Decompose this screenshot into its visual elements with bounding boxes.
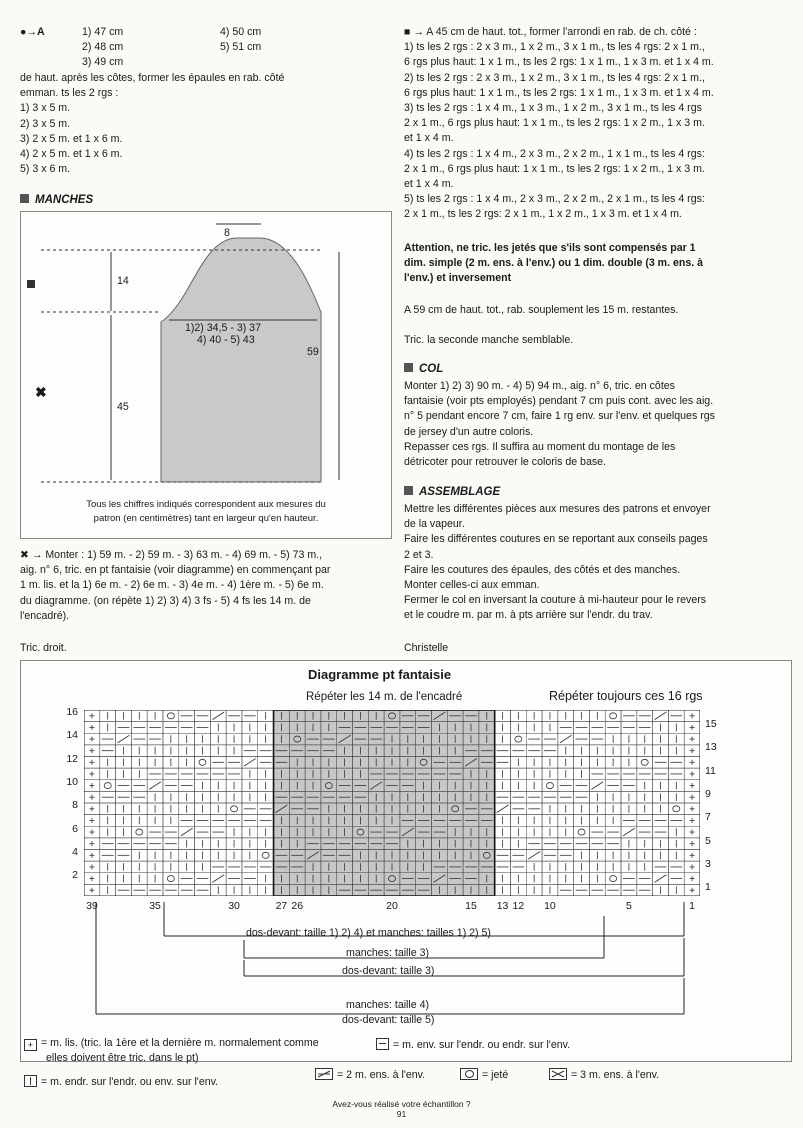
- stitch-number: 1: [689, 900, 696, 912]
- decrease-symbol: [591, 782, 603, 790]
- row-label-left: 14: [66, 729, 78, 742]
- legend-plus: [24, 1036, 384, 1066]
- jete-key-icon: [460, 1068, 478, 1080]
- monter-line-2: aig. n° 6, tric. en pt fantaisie (voir diagramme) en commençant par: [20, 564, 331, 577]
- size-5: 5) 51 cm: [220, 41, 262, 53]
- stitch-cell: [131, 826, 147, 838]
- bracket-label-4: manches: taille 4): [346, 999, 430, 1011]
- stitch-number: 20: [386, 900, 398, 912]
- size-3: 3) 49 cm: [82, 56, 124, 68]
- cross-icon: ✖: [35, 384, 47, 400]
- size-2: 2) 48 cm: [82, 41, 124, 53]
- shoulder-3: 3) 2 x 5 m. et 1 x 6 m.: [20, 132, 123, 145]
- legend-plus-text: = m. lis. (tric. la 1ère et la dernière m. normalement comme: [41, 1037, 319, 1049]
- stitch-cell: [163, 710, 179, 722]
- col-line-6: détricoter pour retrouver le coloris de base.: [404, 456, 606, 469]
- diagram-title: Diagramme pt fantaisie: [308, 667, 452, 682]
- decrease-symbol: [212, 875, 224, 883]
- size-4: 4) 50 cm: [220, 26, 262, 38]
- stitch-number: 12: [512, 900, 525, 912]
- decrease-symbol: [528, 852, 540, 860]
- row-label-right: 5: [705, 834, 711, 847]
- stitch-cell: [637, 757, 653, 769]
- yarn-over-symbol: [641, 759, 648, 765]
- row-label-left: 6: [72, 822, 78, 835]
- monter-line-1: ✖ → Monter : 1) 59 m. - 2) 59 m. - 3) 63 m. - 4) 69 m. - 5) 73 m.,: [20, 549, 323, 561]
- dim-59-label: 59: [307, 346, 319, 358]
- col-line-3: n° 5 pendant encore 7 cm, faire 1 rg env. sur l'env. et quelques rgs: [404, 410, 715, 423]
- assemblage-line-6: Monter celles-ci aux emman.: [404, 579, 540, 592]
- decrease-symbol: [149, 782, 161, 790]
- seconde-line: Tric. la seconde manche semblable.: [404, 334, 574, 346]
- decrease-symbol: [655, 712, 667, 720]
- legend-dim2-text: = 2 m. ens. à l'env.: [337, 1069, 426, 1081]
- row-label-right: 15: [705, 718, 717, 730]
- monter-line-3: 1 m. lis. et la 1) 6e m. - 2) 6e m. - 3) 4e m. - 4) 1ère m. - 5) 6e m.: [20, 579, 324, 592]
- yarn-over-symbol: [578, 829, 585, 835]
- assemblage-heading: ASSEMBLAGE: [404, 486, 500, 498]
- dim-8-label: 8: [224, 227, 230, 239]
- decrease-symbol: [212, 712, 224, 720]
- arrondi-line-2: 1) ts les 2 rgs : 2 x 3 m., 1 x 2 m., 3 x 1 m., ts les 4 rgs: 2 x 1 m.,: [404, 41, 705, 54]
- legend-bar-text: = m. endr. sur l'endr. ou env. sur l'env.: [41, 1076, 219, 1088]
- assemblage-line-2: de la vapeur.: [404, 518, 465, 531]
- yarn-over-symbol: [515, 736, 522, 742]
- footer: [0, 1099, 803, 1119]
- section-square-icon: [404, 486, 413, 495]
- yarn-over-symbol: [167, 713, 174, 719]
- row-label-right: 9: [705, 787, 711, 800]
- width-label-2: 4) 40 - 5) 43: [197, 334, 255, 346]
- yarn-over-symbol: [610, 876, 617, 882]
- shoulder-1: 1) 3 x 5 m.: [20, 102, 71, 115]
- dim-14-label: 14: [117, 275, 129, 287]
- arrondi-line-8: et 1 x 4 m.: [404, 132, 454, 145]
- repeat-16-label: Répéter toujours ces 16 rgs: [549, 689, 703, 703]
- sleeve-schematic: [20, 211, 392, 539]
- dim2-key-icon: [315, 1068, 333, 1080]
- shoulder-4: 4) 2 x 5 m. et 1 x 6 m.: [20, 148, 123, 161]
- sizes-symbol: ●→A: [20, 26, 45, 38]
- legend-jete-text: = jeté: [482, 1069, 509, 1081]
- page-number: 91: [396, 1109, 407, 1119]
- footer-question: Avez-vous réalisé votre échantillon ?: [332, 1099, 471, 1109]
- sleeve-drawing: [21, 212, 391, 538]
- shoulder-2: 2) 3 x 5 m.: [20, 117, 71, 130]
- arrondi-line-7: 2 x 1 m., 6 rgs plus haut: 1 x 1 m., ts les 2 rgs: 1 x 2 m., 1 x 3 m.: [404, 117, 705, 130]
- assemblage-text: [404, 502, 789, 624]
- stitch-cell: [100, 780, 116, 792]
- arrondi-block: [404, 25, 789, 223]
- row-label-right: 3: [705, 857, 711, 870]
- yarn-over-symbol: [199, 759, 206, 765]
- rab-line: A 59 cm de haut. tot., rab. souplement les 15 m. restantes.: [404, 304, 679, 316]
- bracket-label-1: dos-devant: taille 1) 2) 4) et manches: tailles 1) 2) 5): [246, 927, 491, 939]
- stitch-number: 30: [228, 900, 240, 912]
- dim3-key-icon: [549, 1068, 567, 1080]
- row-label-right: 11: [705, 764, 716, 777]
- col-line-2: fantaisie (voir pts employés) pendant 7 cm puis cont. avec les aig.: [404, 395, 714, 408]
- yarn-over-symbol: [167, 876, 174, 882]
- stitch-cell: [605, 710, 621, 722]
- section-square-icon: [20, 194, 29, 203]
- row-label-right: 7: [705, 811, 711, 824]
- arrondi-line-5: 6 rgs plus haut: 1 x 1 m., ts les 2 rgs: 1 x 1 m., 1 x 3 m. et 1 x 4 m.: [404, 86, 714, 99]
- assemblage-line-8: et le coudre m. par m. à pts arrière sur l'endr. du trav.: [404, 609, 653, 622]
- stitch-number: 15: [465, 900, 477, 912]
- stitch-number: 26: [291, 900, 304, 912]
- arrondi-line-12: 5) ts les 2 rgs : 1 x 4 m., 2 x 3 m., 2 x 2 m., 2 x 1 m., ts les 4 rgs:: [404, 193, 705, 206]
- caption-line-2: patron (en centimètres) tant en largeur qu'en hauteur.: [93, 513, 319, 524]
- row-label-left: 8: [72, 799, 78, 812]
- row-labels-left: [56, 708, 82, 898]
- stitch-number: 13: [496, 900, 509, 912]
- size-1: 1) 47 cm: [82, 26, 124, 38]
- tric-droit: Tric. droit.: [20, 642, 67, 654]
- stitch-cell: [668, 803, 684, 815]
- legend-dash: [376, 1038, 570, 1053]
- stitch-cell: [163, 873, 179, 885]
- bar-key-icon: [24, 1075, 37, 1087]
- attention-line-2: dim. simple (2 m. ens. à l'env.) ou 1 dim. double (3 m. ens. à: [404, 257, 704, 270]
- attention-line-1: Attention, ne tric. les jetés que s'ils sont compensés par 1: [404, 242, 696, 254]
- stitch-number: 27: [275, 900, 288, 912]
- legend-dash-text: = m. env. sur l'endr. ou endr. sur l'env.: [393, 1039, 571, 1051]
- row-label-left: 4: [72, 845, 78, 858]
- repeat-14-label: Répéter les 14 m. de l'encadré: [306, 691, 463, 703]
- arrondi-line-10: 2 x 1 m., 6 rgs plus haut: 1 x 1 m., ts les 2 rgs: 1 x 2 m., 1 x 3 m.: [404, 162, 705, 175]
- arrondi-line-4: 2) ts les 2 rgs : 2 x 3 m., 1 x 2 m., 3 x 1 m., ts les 4 rgs: 2 x 1 m.,: [404, 71, 705, 84]
- decrease-symbol: [244, 759, 256, 767]
- col-text: [404, 379, 789, 470]
- stitch-number: 35: [149, 900, 161, 912]
- col-line-5: Repasser ces rgs. Il suffira au moment du montage de les: [404, 440, 676, 453]
- legend-plus-text-2: elles doivent être tric. dans le pt): [46, 1052, 199, 1065]
- arrondi-line-1: ■ → A 45 cm de haut. tot., former l'arrondi en rab. de ch. côté :: [404, 26, 697, 38]
- col-line-4: de jersey d'un autre coloris.: [404, 425, 534, 438]
- arrondi-line-3: 6 rgs plus haut: 1 x 1 m., ts les 2 rgs: 1 x 1 m., 1 x 3 m. et 1 x 4 m.: [404, 56, 714, 69]
- arrondi-line-6: 3) ts les 2 rgs : 1 x 4 m., 1 x 3 m., 1 x 2 m., 3 x 1 m., ts les 4 rgs: [404, 102, 702, 115]
- stitch-number: 10: [544, 900, 556, 912]
- dash-key-icon: [376, 1038, 389, 1050]
- decrease-symbol: [655, 875, 667, 883]
- attention-note: [404, 241, 789, 287]
- plus-key-icon: +: [24, 1039, 37, 1051]
- decrease-symbol: [118, 735, 130, 743]
- yarn-over-symbol: [546, 783, 553, 789]
- stitch-number: 39: [86, 900, 98, 912]
- decrease-symbol: [181, 828, 193, 836]
- legend-dim2: [315, 1068, 425, 1083]
- assemblage-line-5: Faire les coutures des épaules, des côtés et des manches.: [404, 563, 681, 576]
- manches-heading: MANCHES: [20, 194, 93, 206]
- sizes-block: [20, 25, 390, 177]
- attention-line-3: l'env.) et inversement: [404, 272, 512, 285]
- decrease-symbol: [497, 805, 509, 813]
- bracket-label-2: manches: taille 3): [346, 947, 430, 959]
- col-heading: COL: [404, 363, 443, 375]
- author: Christelle: [404, 642, 449, 654]
- legend-dim3: [549, 1068, 659, 1083]
- row-label-left: 16: [66, 706, 78, 718]
- stitch-cell: [574, 826, 590, 838]
- stitch-cell: [510, 733, 526, 745]
- stitch-grid: [84, 710, 700, 896]
- yarn-over-symbol: [104, 783, 111, 789]
- row-label-right: 13: [705, 741, 717, 754]
- row-label-left: 10: [66, 775, 78, 788]
- legend-bar: [24, 1075, 218, 1090]
- decrease-symbol: [560, 735, 572, 743]
- yarn-over-symbol: [262, 852, 269, 858]
- arrondi-line-13: 2 x 1 m., ts les 2 rgs: 2 x 1 m., 1 x 2 m., 1 x 3 m. et 1 x 4 m.: [404, 208, 682, 221]
- shoulder-text: de haut. après les côtes, former les épaules en rab. côté: [20, 72, 285, 84]
- section-square-icon: [404, 363, 413, 372]
- width-label-1: 1)2) 34,5 - 3) 37: [185, 322, 261, 334]
- yarn-over-symbol: [610, 713, 617, 719]
- yarn-over-symbol: [136, 829, 143, 835]
- row-labels-right: [703, 708, 729, 898]
- legend-jete: [460, 1068, 508, 1083]
- stitch-cell: [605, 873, 621, 885]
- bracket-label-3: dos-devant: taille 3): [342, 965, 435, 977]
- arrondi-line-11: et 1 x 4 m.: [404, 178, 454, 191]
- assemblage-line-7: Fermer le col en inversant la couture à mi-hauteur pour le revers: [404, 594, 707, 607]
- monter-line-4: du diagramme. (on répète 1) 2) 3) 4) 3 fs - 5) 4 fs les 14 m. de: [20, 594, 311, 607]
- stitch-number: 5: [626, 900, 632, 912]
- bracket-label-5: dos-devant: taille 5): [342, 1014, 435, 1026]
- caption-line-1: Tous les chiffres indiqués correspondent aux mesures du: [86, 499, 326, 510]
- decrease-symbol: [623, 828, 635, 836]
- col-line-1: Monter 1) 2) 3) 90 m. - 4) 5) 94 m., aig. n° 6, tric. en côtes: [404, 380, 675, 392]
- shoulder-text-2: emman. ts les 2 rgs :: [20, 87, 119, 100]
- row-label-right: 1: [705, 881, 711, 894]
- stitch-cell: [542, 780, 558, 792]
- assemblage-line-3: Faire les différentes coutures en se reportant aux conseils pages: [404, 533, 708, 546]
- monter-line-5: l'encadré).: [20, 609, 70, 622]
- yarn-over-symbol: [231, 806, 238, 812]
- stitch-cell: [258, 850, 274, 862]
- assemblage-line-4: 2 et 3.: [404, 548, 434, 561]
- legend-dim3-text: = 3 m. ens. à l'env.: [571, 1069, 660, 1081]
- dim-45-label: 45: [117, 401, 129, 413]
- yarn-over-symbol: [673, 806, 680, 812]
- schematic-caption: [21, 498, 391, 526]
- stitch-cell: [226, 803, 242, 815]
- monter-text: [20, 548, 390, 624]
- row-label-left: 12: [66, 752, 78, 765]
- arrondi-line-9: 4) ts les 2 rgs : 1 x 4 m., 2 x 3 m., 2 x 2 m., 1 x 1 m., ts les 4 rgs:: [404, 147, 705, 160]
- assemblage-line-1: Mettre les différentes pièces aux mesures des patrons et envoyer: [404, 503, 711, 515]
- row-label-left: 2: [72, 869, 78, 882]
- shoulder-5: 5) 3 x 6 m.: [20, 163, 71, 176]
- stitch-cell: [195, 757, 211, 769]
